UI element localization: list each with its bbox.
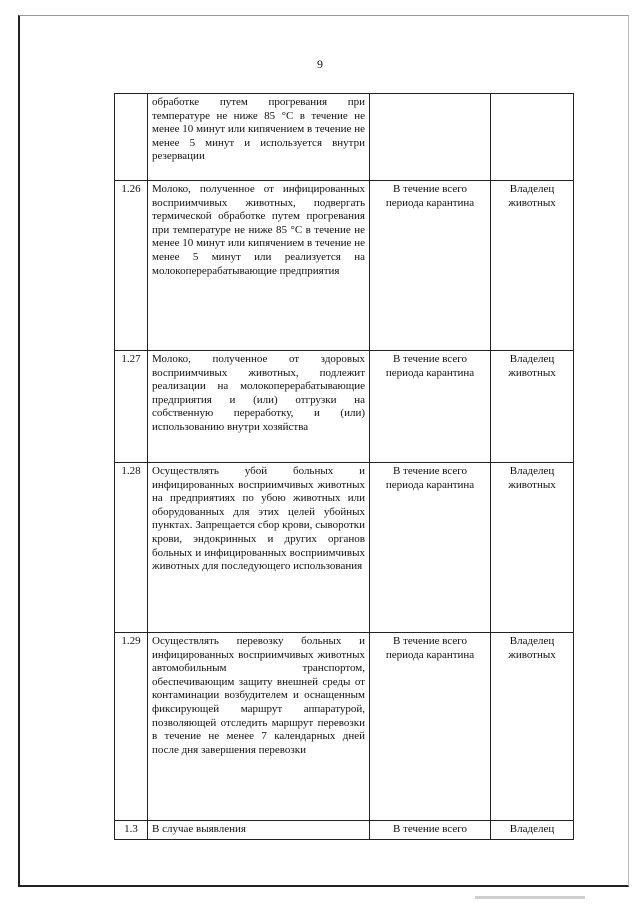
term-text: В течение всего (370, 821, 491, 840)
term-text (370, 94, 491, 181)
row-number: 1.28 (115, 463, 148, 633)
term-text: В течение всего периода карантина (370, 351, 491, 463)
responsible-text: Владелец (491, 821, 574, 840)
term-text: В течение всего периода карантина (370, 181, 491, 351)
table-row (115, 181, 574, 351)
measure-text: Молоко, полученное от здоровых восприимчивых животных, подлежит реализации на молокоперерабатывающие предприятия и (или) отгрузки на собственную переработку, и (или) использованию внутри хозяйства (148, 351, 370, 463)
table-row (115, 821, 574, 840)
measure-text: обработке путем прогревания при температуре не ниже 85 °С в течение не менее 10 минут или кипячением в течение не менее 5 минут и используется внутри резервации (148, 94, 370, 181)
row-number: 1.26 (115, 181, 148, 351)
table-row (115, 351, 574, 463)
term-text: В течение всего периода карантина (370, 463, 491, 633)
row-number: 1.29 (115, 633, 148, 821)
responsible-text: Владелец животных (491, 351, 574, 463)
table-row (115, 463, 574, 633)
row-number: 1.27 (115, 351, 148, 463)
measure-text: Молоко, полученное от инфицированных восприимчивых животных, подвергать термической обработке путем прогревания при температуре не ниже 85 °С в течение не менее 10 минут или кипячением в течение не менее 5 минут или реализуется на молокоперерабатывающие предприятия (148, 181, 370, 351)
table-row (115, 94, 574, 181)
measure-text: В случае выявления (148, 821, 370, 840)
measure-text: Осуществлять перевозку больных и инфицированных восприимчивых животных автомобильным транспортом, обеспечивающим защиту внешней среды от контаминации возбудителем и оснащенным фиксирующей маршрут аппаратурой, позволяющей отследить маршрут перевозки в течение не менее 7 календарных дней после дня завершения перевозки (148, 633, 370, 821)
responsible-text: Владелец животных (491, 181, 574, 351)
term-text: В течение всего периода карантина (370, 633, 491, 821)
row-number: 1.3 (115, 821, 148, 840)
measures-table (114, 93, 574, 840)
responsible-text: Владелец животных (491, 463, 574, 633)
measure-text: Осуществлять убой больных и инфицированных восприимчивых животных на предприятиях по убою животных или оборудованных для этих целей убойных пунктах. Запрещается сбор крови, сыворотки крови, эндокринных и других органов больных и инфицированных восприимчивых животных для последующего использования (148, 463, 370, 633)
responsible-text (491, 94, 574, 181)
scan-edge-strip (475, 896, 585, 899)
table-row (115, 633, 574, 821)
row-number (115, 94, 148, 181)
page-number: 9 (317, 57, 323, 71)
responsible-text: Владелец животных (491, 633, 574, 821)
